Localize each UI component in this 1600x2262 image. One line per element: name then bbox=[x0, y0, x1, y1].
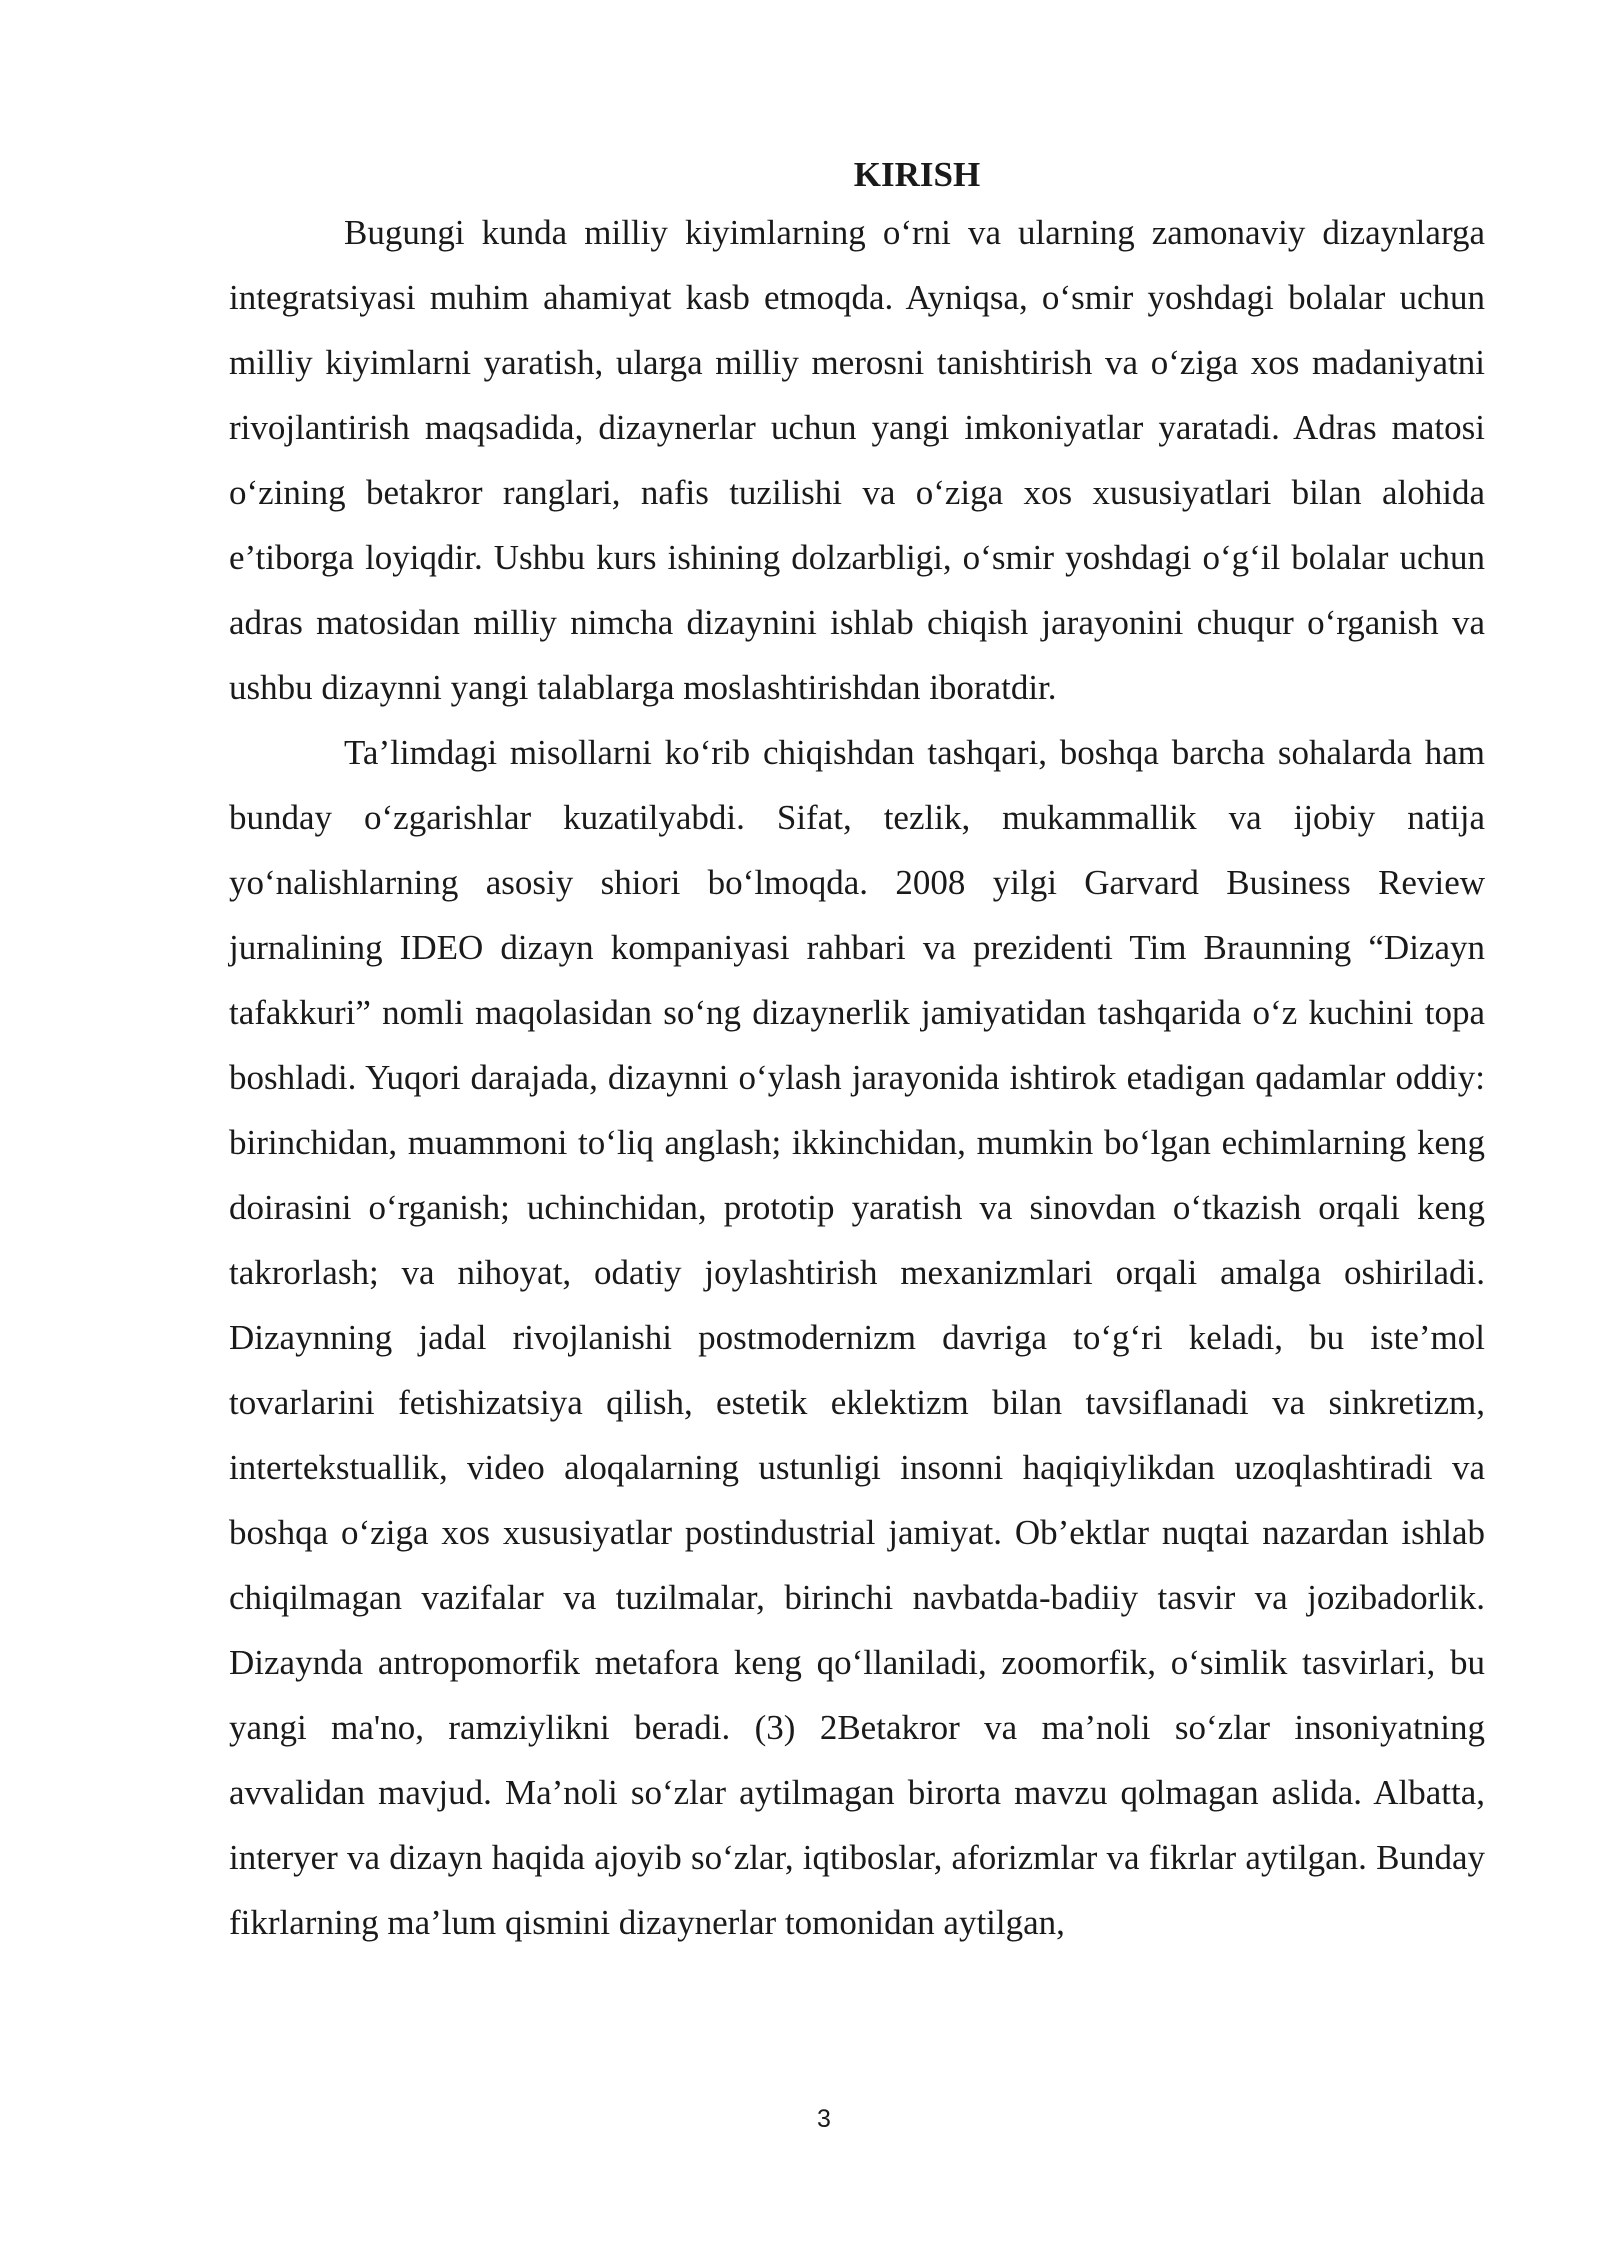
body-paragraph-2: Ta’limdagi misollarni ko‘rib chiqishdan tashqari, boshqa barcha sohalarda ham bunday o‘zgarishlar kuzatilyabdi. Sifat, tezlik, mukammallik va ijobiy natija yo‘nalishlarning asosiy shiori bo‘lmoqda. 2008 yilgi Garvard Business Review jurnalining IDEO dizayn kompaniyasi rahbari va prezidenti Tim Braunning “Dizayn tafakkuri” nomli maqolasidan so‘ng dizaynerlik jamiyatidan tashqarida o‘z kuchini topa boshladi. Yuqori darajada, dizaynni o‘ylash jarayonida ishtirok etadigan qadamlar oddiy: birinchidan, muammoni to‘liq anglash; ikkinchidan, mumkin bo‘lgan echimlarning keng doirasini o‘rganish; uchinchidan, prototip yaratish va sinovdan o‘tkazish orqali keng takrorlash; va nihoyat, odatiy joylashtirish mexanizmlari orqali amalga oshiriladi. Dizaynning jadal rivojlanishi postmodernizm davriga to‘g‘ri keladi, bu iste’mol tovarlarini fetishizatsiya qilish, estetik eklektizm bilan tavsiflanadi va sinkretizm, intertekstuallik, video aloqalarning ustunligi insonni haqiqiylikdan uzoqlashtiradi va boshqa o‘ziga xos xususiyatlar postindustrial jamiyat. Ob’ektlar nuqtai nazardan ishlab chiqilmagan vazifalar va tuzilmalar, birinchi navbatda-badiiy tasvir va jozibadorlik. Dizaynda antropomorfik metafora keng qo‘llaniladi, zoomorfik, o‘simlik tasvirlari, bu yangi ma'no, ramziylikni beradi. (3) 2Betakror va ma’noli so‘zlar insoniyatning avvalidan mavjud. Ma’noli so‘zlar aytilmagan birorta mavzu qolmagan aslida. Albatta, interyer va dizayn haqida ajoyib so‘zlar, iqtiboslar, aforizmlar va fikrlar aytilgan. Bunday fikrlarning ma’lum qismini dizaynerlar tomonidan aytilgan, bbox=[229, 733, 1485, 1942]
body-paragraph-1: Bugungi kunda milliy kiyimlarning o‘rni va ularning zamonaviy dizaynlarga integratsiyasi muhim ahamiyat kasb etmoqda. Ayniqsa, o‘smir yoshdagi bolalar uchun milliy kiyimlarni yaratish, ularga milliy merosni tanishtirish va o‘ziga xos madaniyatni rivojlantirish maqsadida, dizaynerlar uchun yangi imkoniyatlar yaratadi. Adras matosi o‘zining betakror ranglari, nafis tuzilishi va o‘ziga xos xususiyatlari bilan alohida e’tiborga loyiqdir. Ushbu kurs ishining dolzarbligi, o‘smir yoshdagi o‘g‘il bolalar uchun adras matosidan milliy nimcha dizaynini ishlab chiqish jarayonini chuqur o‘rganish va ushbu dizaynni yangi talablarga moslashtirishdan iboratdir. bbox=[229, 213, 1485, 707]
section-title: KIRISH bbox=[853, 155, 981, 194]
page-number: 3 bbox=[817, 2105, 831, 2133]
page-body bbox=[229, 150, 1485, 1955]
